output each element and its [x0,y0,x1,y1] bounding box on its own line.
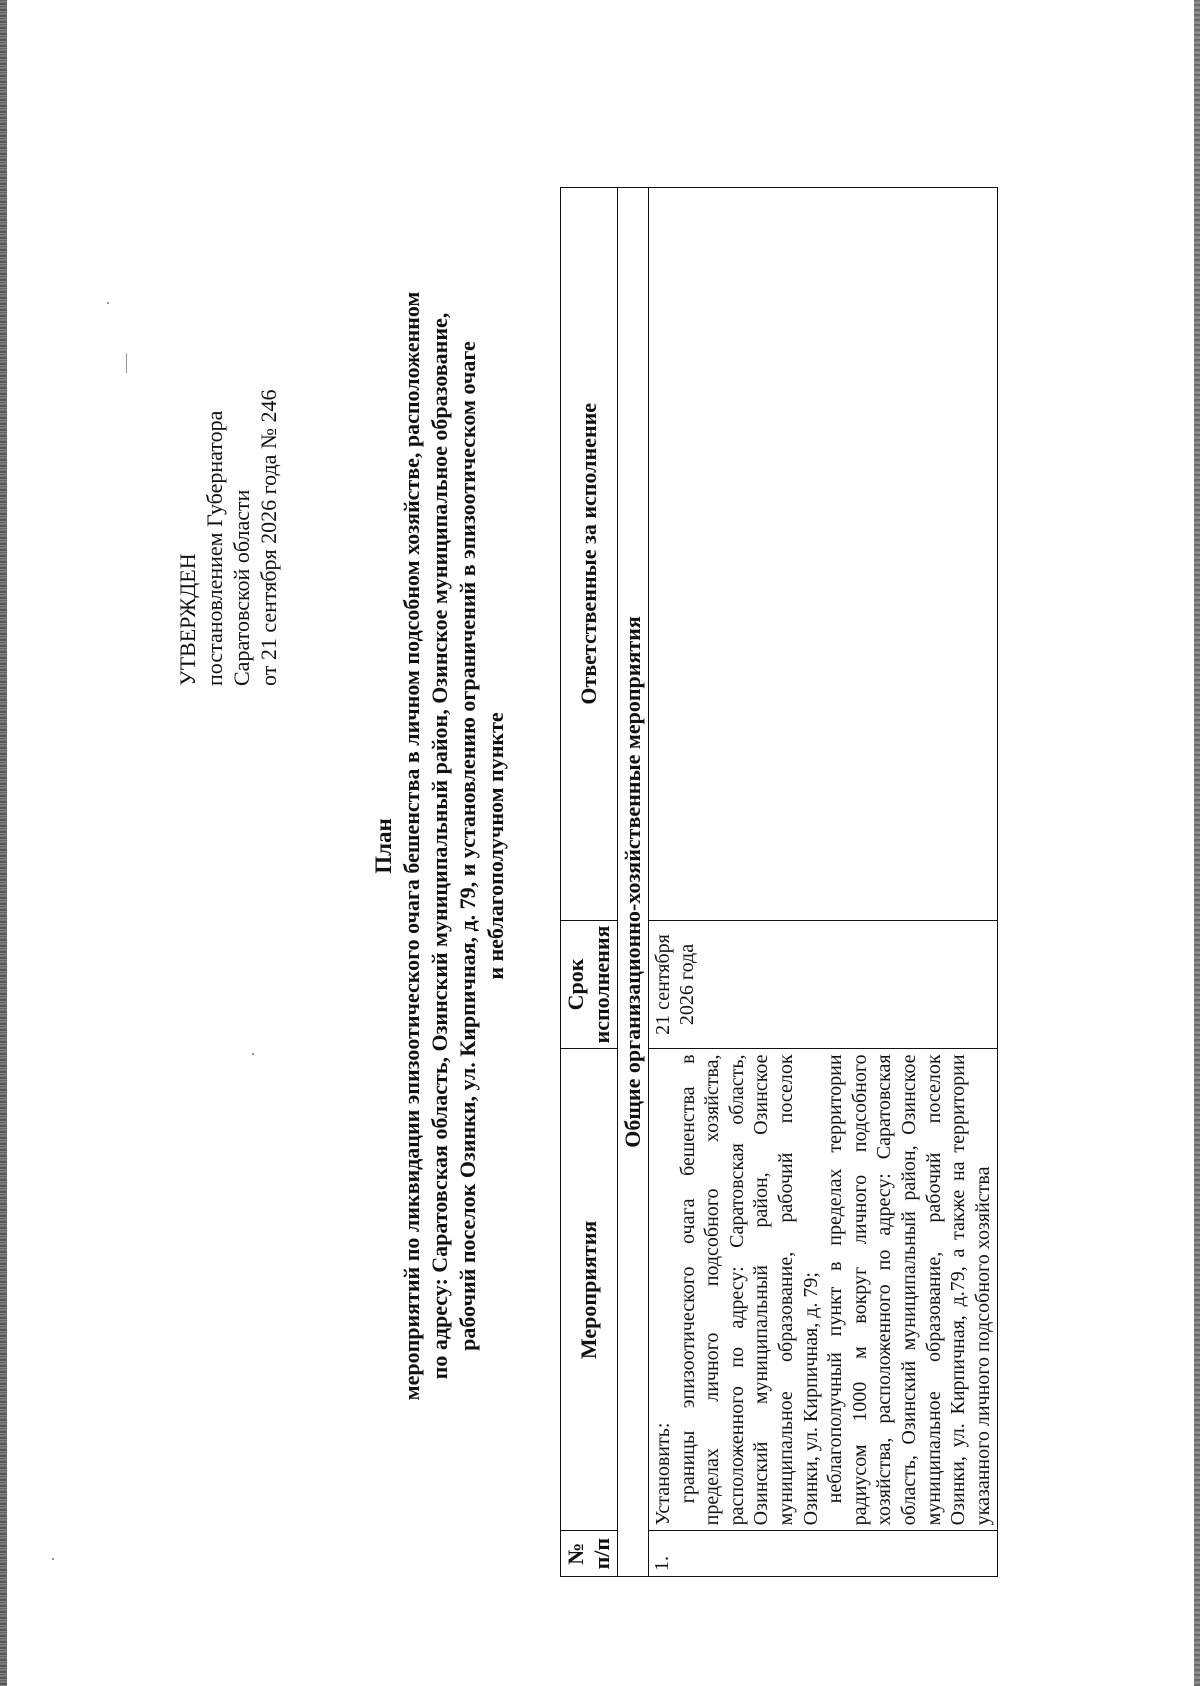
approval-authority: постановлением Губернатора [202,410,227,686]
approval-date: от 21 сентября 2026 года № 246 [256,389,281,686]
approval-heading: УТВЕРЖДЕН [175,553,200,686]
activity-item-1: границы эпизоотического очага бешенства в пределах личного подсобного хозяйства, расположенного по адресу: Саратовская область, Озинский муниципальный район, Озинское муниципальное образование, рабочий поселок Озинки, ул. Кирпичная, д. 79; [676,1054,822,1526]
title-line-2: по адресу: Саратовская область, Озинский муниципальный район, Озинское муниципальное образование, [427,312,452,1380]
approval-region: Саратовской области [229,489,254,686]
title-plan: План [371,818,396,874]
header-number: № п/п [561,1531,618,1577]
section-row [618,188,649,1577]
row-number: 1. [649,1531,998,1577]
approval-stamp [174,226,282,686]
row-activity [649,1049,998,1531]
table-header-row [561,188,618,1577]
header-term: Срок исполнения [561,920,618,1049]
document-title [370,186,510,1506]
activity-intro: Установить: [652,1422,674,1526]
table-row [649,188,998,1577]
title-line-4: и неблагополучном пункте [483,712,508,980]
plan-table [560,187,998,1577]
title-line-3: рабочий поселок Озинки, ул. Кирпичная, д. 79, и установлению ограничений в эпизоотическом очаге [455,341,480,1351]
header-responsible: Ответственные за исполнение [561,188,618,921]
row-responsible [649,188,998,921]
header-activities: Мероприятия [561,1049,618,1531]
section-title: Общие организационно-хозяйственные мероприятия [618,188,649,1577]
activity-item-2: неблагополучный пункт в пределах территории радиусом 1000 м вокруг личного подсобного хозяйства, расположенного по адресу: Саратовская область, Озинский муниципальный район, Озинское муниципальное образование, рабочий поселок Озинки, ул. Кирпичная, д.79, а также на территории указанного личного подсобного хозяйства [824,1054,994,1526]
row-term: 21 сентября 2026 года [649,920,998,1049]
title-line-1: мероприятий по ликвидации эпизоотического очага бешенства в личном подсобном хозяйстве, расположенном [399,291,424,1401]
